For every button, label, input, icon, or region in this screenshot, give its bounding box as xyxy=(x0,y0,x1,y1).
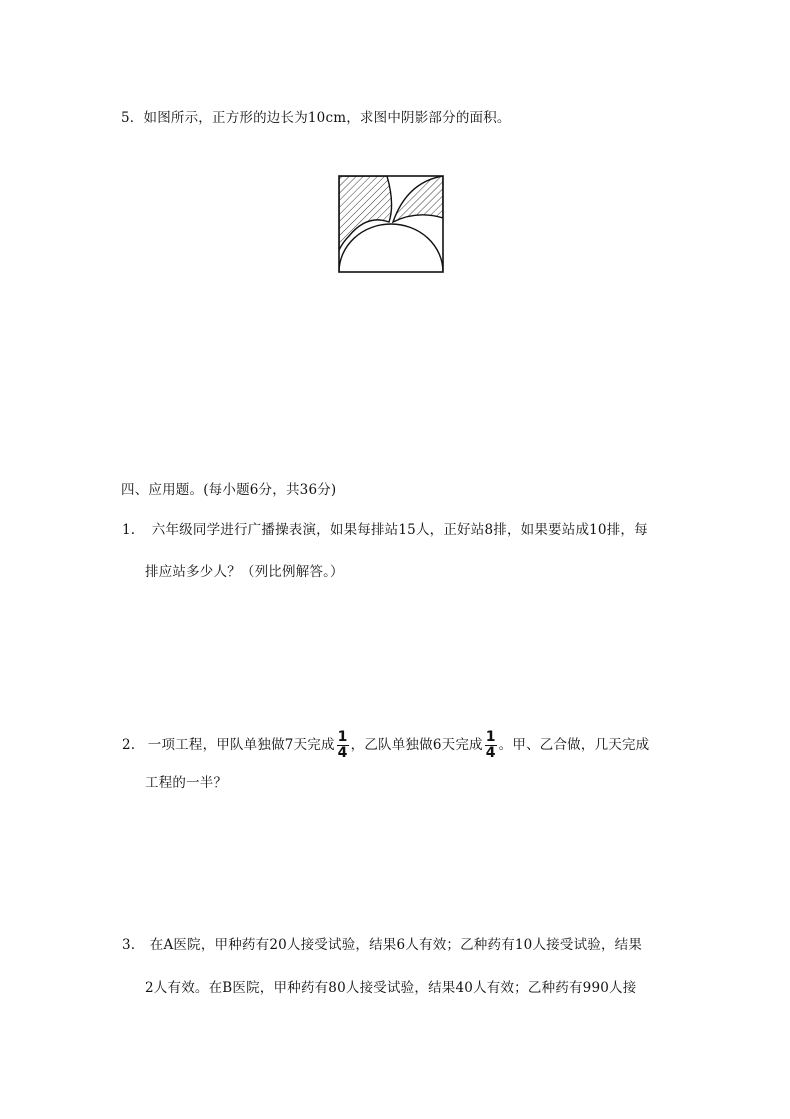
problem-2-text-2: 工程的一半？ xyxy=(145,775,228,791)
problem-1-text-1: 六年级同学进行广播操表演，如果每排站15人，正好站8排，如果要站成10排，每 xyxy=(151,522,648,538)
problem-2-text-b: ，乙队单独做6天完成 xyxy=(350,737,483,753)
problem-2-number: 2. xyxy=(122,737,136,753)
problem-1-line-1 xyxy=(122,520,648,540)
problem-3-line-1 xyxy=(122,935,642,955)
section-4-heading-text: 四、应用题。(每小题6分，共36分) xyxy=(121,482,337,498)
problem-2-line-1 xyxy=(122,730,649,761)
shaded-square-figure xyxy=(337,174,447,274)
question-5 xyxy=(121,108,511,128)
problem-2-text-c: 。甲、乙合做，几天完成 xyxy=(498,737,650,753)
problem-2-text-a: 一项工程，甲队单独做7天完成 xyxy=(147,737,335,753)
problem-1-number: 1. xyxy=(122,522,136,538)
problem-3-line-2 xyxy=(145,978,636,998)
fraction-one-quarter-2: $\frac{1}{4}$ xyxy=(485,729,496,761)
problem-1-line-2 xyxy=(145,562,344,582)
question-5-text: 5．如图所示，正方形的边长为10cm，求图中阴影部分的面积。 xyxy=(121,110,511,126)
problem-3-text-1: 在A医院，甲种药有20人接受试验，结果6人有效；乙种药有10人接受试验，结果 xyxy=(149,937,643,953)
section-4-heading xyxy=(121,480,336,500)
fraction-one-quarter-1: $\frac{1}{4}$ xyxy=(337,729,348,761)
problem-3-text-2: 2人有效。在B医院，甲种药有80人接受试验，结果40人有效；乙种药有990人接 xyxy=(145,980,637,996)
problem-1-text-2: 排应站多少人？（列比例解答。） xyxy=(145,564,344,580)
problem-3-number: 3. xyxy=(122,937,136,953)
bottom-semicircle xyxy=(339,224,443,272)
right-shaded-region xyxy=(393,176,443,222)
problem-2-line-2 xyxy=(145,773,227,793)
